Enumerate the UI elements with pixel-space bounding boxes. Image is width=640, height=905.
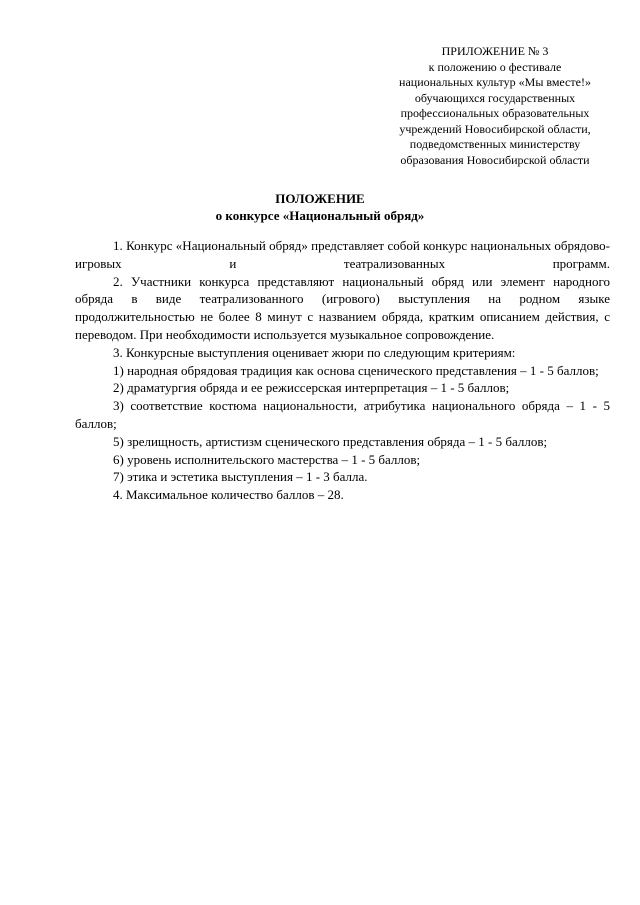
document-title: ПОЛОЖЕНИЕ xyxy=(275,191,365,206)
document-subtitle: о конкурсе «Национальный обряд» xyxy=(215,208,425,223)
appendix-line: обучающихся государственных xyxy=(414,90,576,105)
criterion-1: 1) народная обрядовая традиция как основа сценического представления – 1 - 5 баллов; xyxy=(113,362,599,378)
criterion-5: 5) зрелищность, артистизм сценического представления обряда – 1 - 5 баллов; xyxy=(113,433,548,449)
paragraph-4: 4. Максимальное количество баллов – 28. xyxy=(113,487,344,503)
appendix-line: подведомственных министерству xyxy=(409,137,581,151)
document-heading xyxy=(0,190,640,224)
appendix-header xyxy=(360,44,630,168)
criterion-7: 7) этика и эстетика выступления – 1 - 3 балла. xyxy=(113,469,368,485)
appendix-line: профессиональных образовательных xyxy=(400,106,590,120)
appendix-line: к положению о фестивале xyxy=(428,59,562,74)
paragraph-2: 2. Участники конкурса представляют национальный обряд или элемент народного обряда в виде театрализованного (игрового) выступления на родном языке продолжительностью не более 8 минут с названием обряда, кратким описанием действия, с переводом. При необходимости используется музыкальное сопровождение. xyxy=(75,273,610,342)
paragraph-3: 3. Конкурсные выступления оценивает жюри по следующим критериям: xyxy=(113,344,516,360)
appendix-line: ПРИЛОЖЕНИЕ № 3 xyxy=(441,44,549,58)
criterion-3: 3) соответствие костюма национальности, атрибутика национального обряда – 1 - 5 баллов; xyxy=(75,398,610,431)
document-body xyxy=(75,237,610,504)
criterion-2: 2) драматургия обряда и ее режиссерская интерпретация – 1 - 5 баллов; xyxy=(113,380,510,396)
criterion-6: 6) уровень исполнительского мастерства – 1 - 5 баллов; xyxy=(113,451,421,467)
appendix-line: образования Новосибирской области xyxy=(400,152,590,167)
paragraph-1: 1. Конкурс «Национальный обряд» представляет собой конкурс национальных обрядово-игровых и театрализованных программ. xyxy=(75,238,610,271)
appendix-line: национальных культур «Мы вместе!» xyxy=(399,75,591,89)
appendix-line: учреждений Новосибирской области, xyxy=(399,121,591,136)
